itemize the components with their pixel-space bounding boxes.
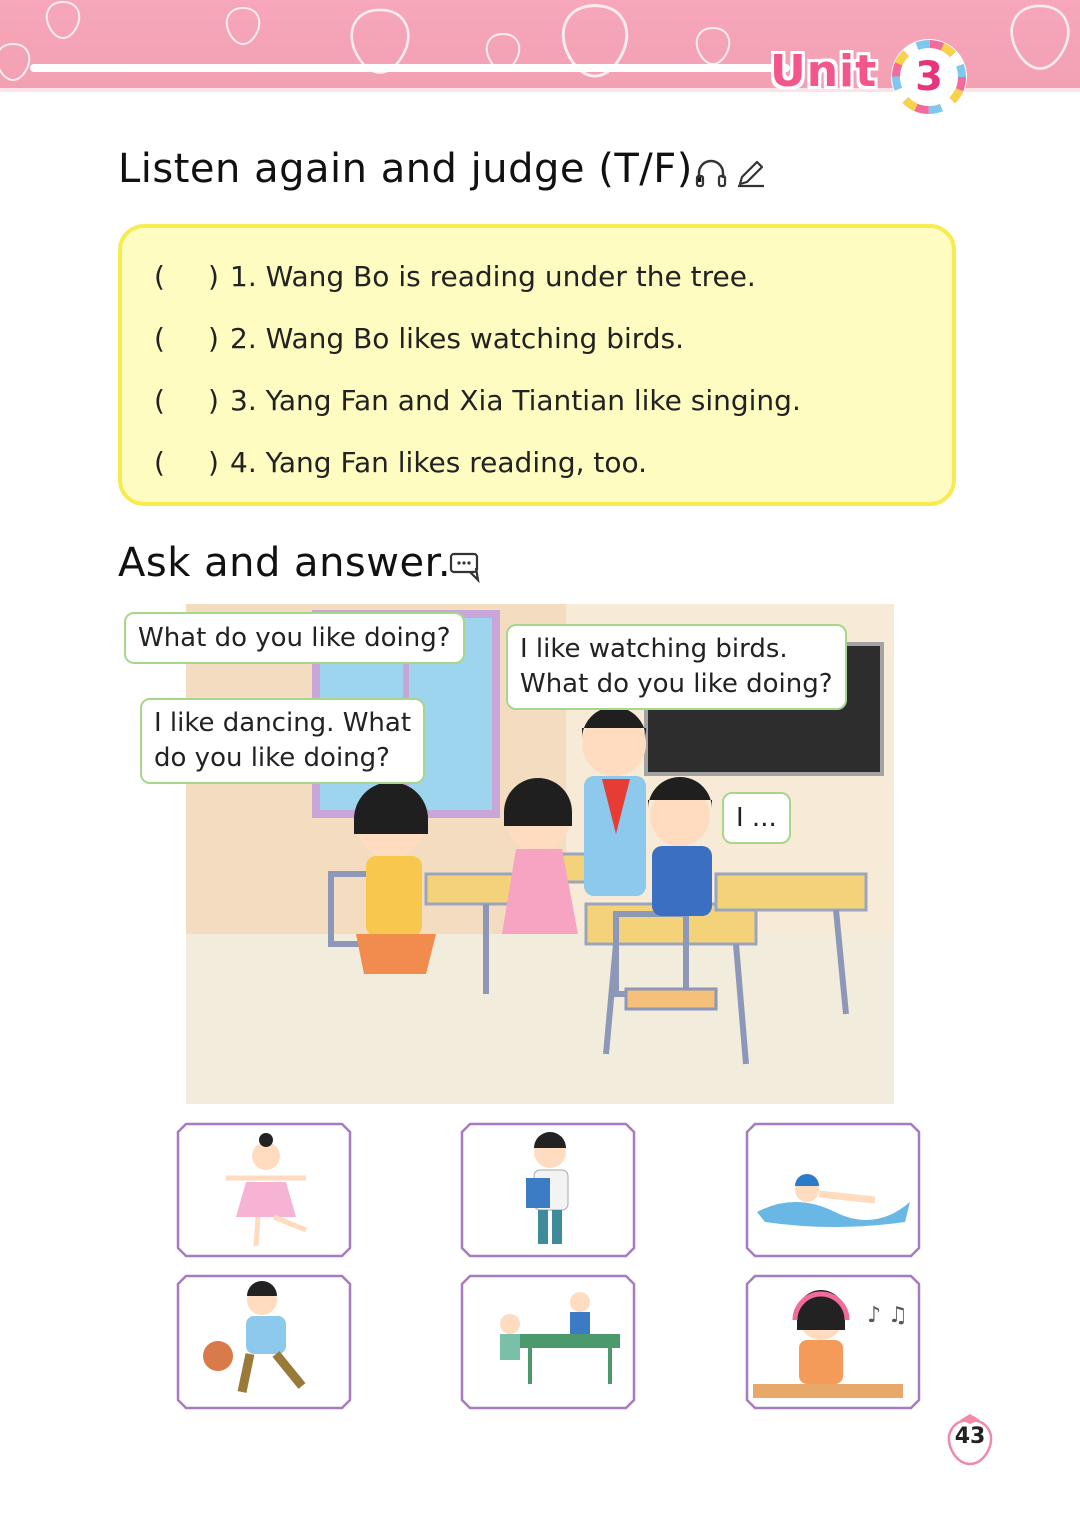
speech-bubble-2-line1: I like watching birds.	[520, 634, 788, 664]
unit-number: 3	[915, 54, 943, 100]
activity-card-table-tennis	[460, 1274, 636, 1410]
pencil-icon	[734, 156, 768, 190]
judge-statement: 4. Yang Fan likes reading, too.	[230, 446, 648, 479]
answer-blank-close: )	[208, 446, 219, 479]
strawberry-icon	[690, 20, 736, 66]
activity-card-swimming	[745, 1122, 921, 1258]
page-number: 43	[954, 1424, 986, 1449]
activity-card-basketball	[176, 1274, 352, 1410]
unit-label: Unit	[770, 46, 878, 97]
speech-bubble-4: I ...	[722, 792, 791, 844]
strawberry-icon	[0, 36, 36, 82]
speech-bubble-2	[506, 624, 847, 710]
answer-blank-close: )	[208, 384, 219, 417]
activity-card-dancing	[176, 1122, 352, 1258]
answer-blank-open[interactable]: (	[154, 260, 165, 293]
speech-bubble-3-line1: I like dancing. What	[154, 708, 412, 738]
speech-bubble-1: What do you like doing?	[124, 612, 465, 664]
speech-bubble-2-line2: What do you like doing?	[520, 669, 833, 699]
answer-blank-close: )	[208, 322, 219, 355]
activity-card-listening-music	[745, 1274, 921, 1410]
judge-statement: 1. Wang Bo is reading under the tree.	[230, 260, 756, 293]
answer-blank-open[interactable]: (	[154, 446, 165, 479]
headphones-icon	[694, 156, 728, 190]
answer-blank-close: )	[208, 260, 219, 293]
section-title-ask: Ask and answer.	[118, 540, 452, 586]
judge-box	[118, 224, 956, 506]
speech-bubble-3-line2: do you like doing?	[154, 743, 390, 773]
chat-bubble-icon	[448, 550, 484, 584]
activity-card-reading	[460, 1122, 636, 1258]
section-title-listen: Listen again and judge (T/F).	[118, 146, 707, 192]
svg-text:♪ ♫: ♪ ♫	[867, 1303, 908, 1328]
strawberry-icon	[40, 0, 86, 40]
judge-statement: 3. Yang Fan and Xia Tiantian like singing.	[230, 384, 801, 417]
speech-bubble-3	[140, 698, 425, 784]
answer-blank-open[interactable]: (	[154, 384, 165, 417]
answer-blank-open[interactable]: (	[154, 322, 165, 355]
judge-statement: 2. Wang Bo likes watching birds.	[230, 322, 685, 355]
header-stripe	[30, 64, 790, 72]
strawberry-icon	[1000, 0, 1080, 72]
strawberry-icon	[220, 0, 266, 46]
